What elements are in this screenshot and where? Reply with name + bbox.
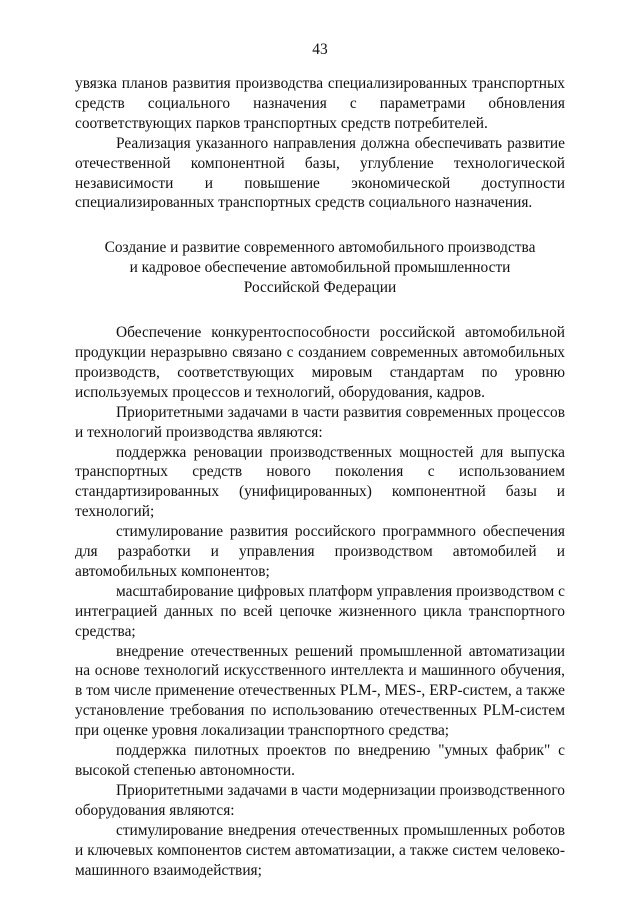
paragraph: Реализация указанного направления должна обеспечивать развитие отечественной компонентной базы, углубление технологической независимости и повышение экономической доступности специализированных транспортных средств социального назначения. <box>75 134 565 212</box>
list-item: масштабирование цифровых платформ управления производством с интеграцией данных по всей цепочке жизненного цикла транспортного средства; <box>75 582 565 640</box>
list-item: поддержка пилотных проектов по внедрению "умных фабрик" с высокой степенью автономности. <box>75 742 565 779</box>
section-title: Создание и развитие современного автомобильного производства и кадровое обеспечение автомобильной промышленности Российской Федерации <box>104 239 536 297</box>
list-item: стимулирование внедрения отечественных промышленных роботов и ключевых компонентов систем автоматизации, а также систем человеко-машинного взаимодействия; <box>75 821 565 879</box>
paragraph: увязка планов развития производства специализированных транспортных средств социального назначения с параметрами обновления соответствующих парков транспортных средств потребителей. <box>75 75 565 132</box>
list-item: внедрение отечественных решений промышленной автоматизации на основе технологий искусственного интеллекта и машинного обучения, в том числе применение отечественных PLM-, MES-, ERP-систем, а также установление требования по использованию отечественных PLM-систем при оценке уровня локализации транспортного средства; <box>75 642 565 740</box>
paragraph: Приоритетными задачами в части модернизации производственного оборудования являются: <box>75 781 565 819</box>
list-item: поддержка реновации производственных мощностей для выпуска транспортных средств нового поколения с использованием стандартизированных (унифицированных) компонентной базы и технологий; <box>75 443 565 521</box>
list-item: стимулирование развития российского программного обеспечения для разработки и управления производством автомобилей и автомобильных компонентов; <box>75 523 565 580</box>
paragraph: Обеспечение конкурентоспособности российской автомобильной продукции неразрывно связано с созданием современных автомобильных производств, соответствующих мировым стандартам по уровню используемых процессов и технологий, оборудования, кадров. <box>75 324 565 401</box>
paragraph: Приоритетными задачами в части развития современных процессов и технологий производства являются: <box>75 403 565 441</box>
document-body <box>75 74 565 880</box>
page-number: 43 <box>312 41 328 58</box>
